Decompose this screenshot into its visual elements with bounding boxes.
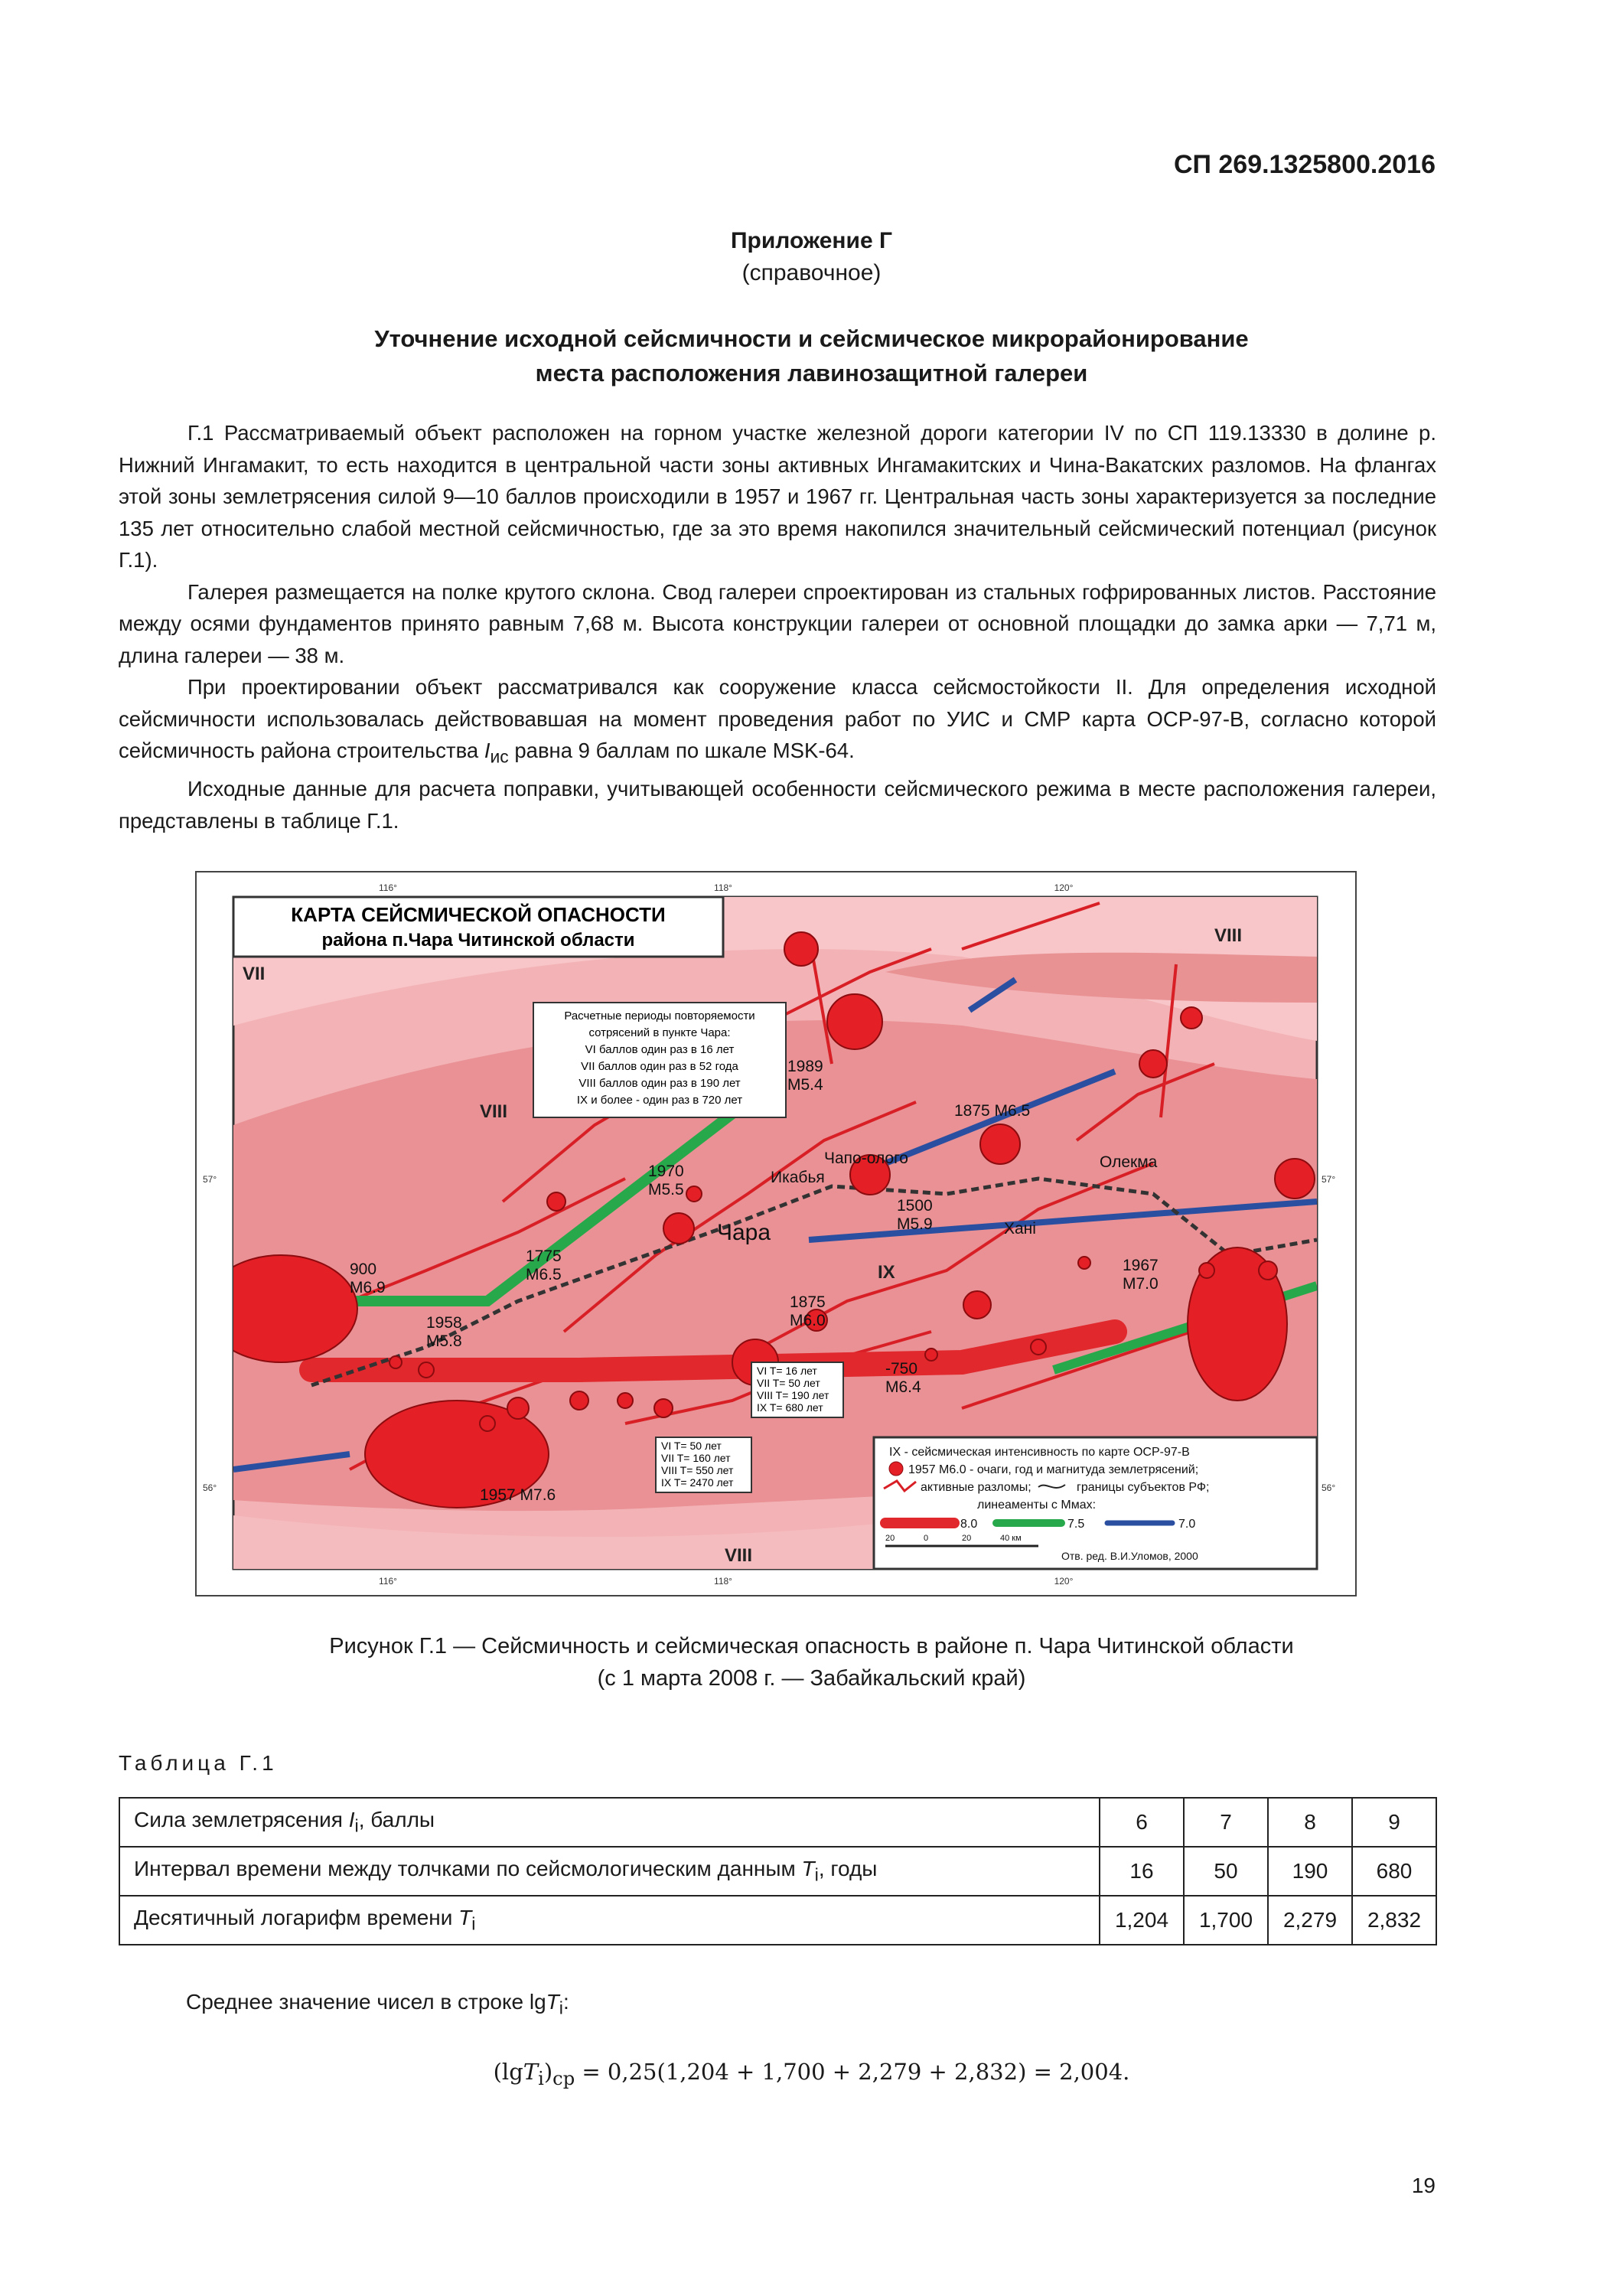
- quake-label: 900: [350, 1261, 377, 1278]
- quake-label: M5.4: [787, 1076, 823, 1094]
- paragraph-4: Исходные данные для расчета поправки, учитывающей особенности сейсмического режима в месте расположения галереи, представлены в таблице Г.1.: [119, 777, 1436, 833]
- zone-label: VII: [243, 964, 266, 984]
- lat-label: 56°: [203, 1482, 217, 1493]
- quake-label: 1875 M6.5: [954, 1102, 1031, 1120]
- lat-label: 57°: [1322, 1174, 1336, 1185]
- legend-value: 7.0: [1178, 1518, 1196, 1531]
- quake-label: M6.5: [526, 1266, 562, 1283]
- table-cell: 9: [1352, 1798, 1436, 1847]
- seismic-map: [197, 872, 1355, 1595]
- legend-line: 1957 M6.0 - очаги, год и магнитуда землетрясений;: [908, 1463, 1199, 1476]
- legend-line: линеаменты с Ммах:: [977, 1499, 1097, 1512]
- mean-formula: $(\lg T_i)_{ср} = 0,25(1,204 + 1,700 + 2,279 + 2,832) = 2,004$.: [493, 2059, 1130, 2089]
- quake-label: M5.8: [426, 1332, 462, 1350]
- scale-label: 40 км: [1000, 1534, 1022, 1543]
- zone-label: VIII: [725, 1545, 753, 1566]
- table-cell: 8: [1268, 1798, 1352, 1847]
- legend-value: 8.0: [960, 1518, 978, 1531]
- legend-value: 7.5: [1067, 1518, 1085, 1531]
- periods-line: IX и более - один раз в 720 лет: [576, 1094, 743, 1107]
- zone-label: VIII: [480, 1101, 508, 1122]
- paragraph-3: При проектировании объект рассматривался как сооружение класса сейсмостойкости II. Для определения исходной сейсмичности использовалась действовавшая на момент проведения работ по УИС и СМР карта ОСР-97-В, согласно которой сейсмичность района строительства $I_{ис}$ равна 9 баллам по шкале MSK-64.: [119, 675, 1436, 767]
- scale-label: 20: [962, 1534, 972, 1543]
- period-line: IX T= 2470 лет: [661, 1476, 734, 1489]
- quake-label: 1958: [426, 1314, 462, 1332]
- figure-caption: [0, 1630, 1623, 1694]
- place-label: Чара: [717, 1220, 771, 1245]
- row-label: Десятичный логарифм времени $T_i$: [119, 1896, 1100, 1945]
- page-number: 19: [1411, 2174, 1436, 2197]
- period-line: VII T= 160 лет: [661, 1452, 731, 1464]
- appendix-title: Приложение Г: [730, 228, 893, 253]
- lon-label: 120°: [1054, 1576, 1074, 1587]
- place-label: Чапо-олого: [824, 1150, 908, 1167]
- zone-label: VIII: [1214, 925, 1243, 946]
- section-title-line1: Уточнение исходной сейсмичности и сейсмическое микрорайонирование: [374, 325, 1249, 352]
- table-cell: 6: [1100, 1798, 1184, 1847]
- figure-caption-line1: Рисунок Г.1 — Сейсмичность и сейсмическая опасность в районе п. Чара Читинской области: [329, 1634, 1294, 1658]
- zone-label: IX: [878, 1262, 895, 1283]
- mean-text: Среднее значение чисел в строке lgT$_i$:: [186, 1990, 569, 2018]
- quake-label: 1775: [526, 1247, 562, 1265]
- lat-label: 56°: [1322, 1482, 1336, 1493]
- row-label: Сила землетрясения $I_i$, баллы: [119, 1798, 1100, 1847]
- place-label: Ханi: [1004, 1220, 1036, 1238]
- quake-label: 1970: [648, 1163, 684, 1180]
- legend-line: IX - сейсмическая интенсивность по карте ОСР-97-В: [889, 1446, 1190, 1459]
- table-cell: 1,700: [1184, 1896, 1268, 1945]
- quake-label: 1967: [1123, 1257, 1159, 1274]
- place-label: Икабья: [771, 1169, 825, 1186]
- period-line: VIII T= 190 лет: [757, 1389, 829, 1401]
- table-cell: 16: [1100, 1847, 1184, 1896]
- table-cell: 1,204: [1100, 1896, 1184, 1945]
- seismic-table: [119, 1797, 1437, 1945]
- table-cell: 2,832: [1352, 1896, 1436, 1945]
- periods-line: сотрясений в пункте Чара:: [588, 1026, 731, 1039]
- table-cell: 190: [1268, 1847, 1352, 1896]
- quake-label: M6.0: [790, 1312, 826, 1329]
- period-line: VI T= 16 лет: [757, 1365, 817, 1377]
- row-label: Интервал времени между толчками по сейсмологическим данным $T_i$, годы: [119, 1847, 1100, 1896]
- legend-line: активные разломы;: [921, 1481, 1031, 1494]
- periods-line: VI баллов один раз в 16 лет: [585, 1043, 735, 1056]
- lon-label: 118°: [714, 1576, 732, 1587]
- quake-label: M5.9: [897, 1215, 933, 1233]
- quake-label: M5.5: [648, 1181, 684, 1199]
- periods-line: VII баллов один раз в 52 года: [581, 1060, 738, 1073]
- table-row: [119, 1798, 1436, 1847]
- period-line: VI T= 50 лет: [661, 1440, 722, 1452]
- lon-label: 116°: [379, 1576, 397, 1587]
- quake-label: -750: [885, 1360, 918, 1378]
- table-cell: 7: [1184, 1798, 1268, 1847]
- periods-line: Расчетные периоды повторяемости: [564, 1009, 755, 1022]
- quake-label: 1989: [787, 1058, 823, 1075]
- figure-caption-line2: (с 1 марта 2008 г. — Забайкальский край): [597, 1666, 1026, 1691]
- map-editor-credit: Отв. ред. В.И.Уломов, 2000: [1061, 1550, 1198, 1562]
- map-title: КАРТА СЕЙСМИЧЕСКОЙ ОПАСНОСТИ: [291, 903, 666, 926]
- quake-label: 1500: [897, 1197, 933, 1215]
- quake-label: M7.0: [1123, 1275, 1159, 1293]
- lat-label: 57°: [203, 1174, 217, 1185]
- periods-line: VIII баллов один раз в 190 лет: [578, 1077, 741, 1090]
- place-label: Олекма: [1100, 1153, 1158, 1171]
- table-cell: 680: [1352, 1847, 1436, 1896]
- period-line: IX T= 680 лет: [757, 1401, 823, 1414]
- section-title-line2: места расположения лавинозащитной галереи: [535, 360, 1088, 386]
- paragraph-2: Галерея размещается на полке крутого склона. Свод галереи спроектирован из стальных гофрированных листов. Расстояние между осями фундаментов принято равным 7,68 м. Высота конструкции галереи от основной площадки до замка арки — 7,71 м, длина галереи — 38 м.: [119, 579, 1436, 667]
- lon-label: 118°: [714, 882, 732, 893]
- section-title: [0, 321, 1623, 390]
- legend-line: границы субъектов РФ;: [1077, 1481, 1210, 1494]
- period-line: VII T= 50 лет: [757, 1377, 820, 1389]
- epicenter-icon: [889, 1462, 903, 1476]
- quake-label: M6.9: [350, 1279, 386, 1296]
- table-row: [119, 1847, 1436, 1896]
- lon-label: 116°: [379, 882, 397, 893]
- quake-label: 1957 M7.6: [480, 1486, 556, 1504]
- table-label: Таблица Г.1: [119, 1751, 278, 1775]
- map-subtitle: района п.Чара Читинской области: [321, 930, 635, 951]
- scale-label: 20: [885, 1534, 895, 1543]
- table-cell: 50: [1184, 1847, 1268, 1896]
- appendix-subtitle: (справочное): [741, 260, 882, 285]
- period-line: VIII T= 550 лет: [661, 1464, 734, 1476]
- table-row: [119, 1896, 1436, 1945]
- lon-label: 120°: [1054, 882, 1074, 893]
- document-code: СП 269.1325800.2016: [1173, 150, 1436, 179]
- quake-label: M6.4: [885, 1378, 921, 1396]
- scale-label: 0: [924, 1534, 929, 1543]
- quake-label: 1875: [790, 1293, 826, 1311]
- seismic-map-figure: [195, 871, 1357, 1596]
- table-cell: 2,279: [1268, 1896, 1352, 1945]
- paragraph-1: Г.1 Рассматриваемый объект расположен на горном участке железной дороги категории IV по СП 119.13330 в долине р. Нижний Ингамакит, то есть находится в центральной части зоны активных Ингамакитских и Чина-Вакатских разломов. На флангах этой зоны землетрясения силой 9—10 баллов происходили в 1957 и 1967 гг. Центральная часть зоны характеризуется за последние 135 лет относительно слабой местной сейсмичностью, где за это время накопился значительный сейсмический потенциал (рисунок Г.1).: [119, 421, 1436, 572]
- body-text: [119, 417, 1436, 837]
